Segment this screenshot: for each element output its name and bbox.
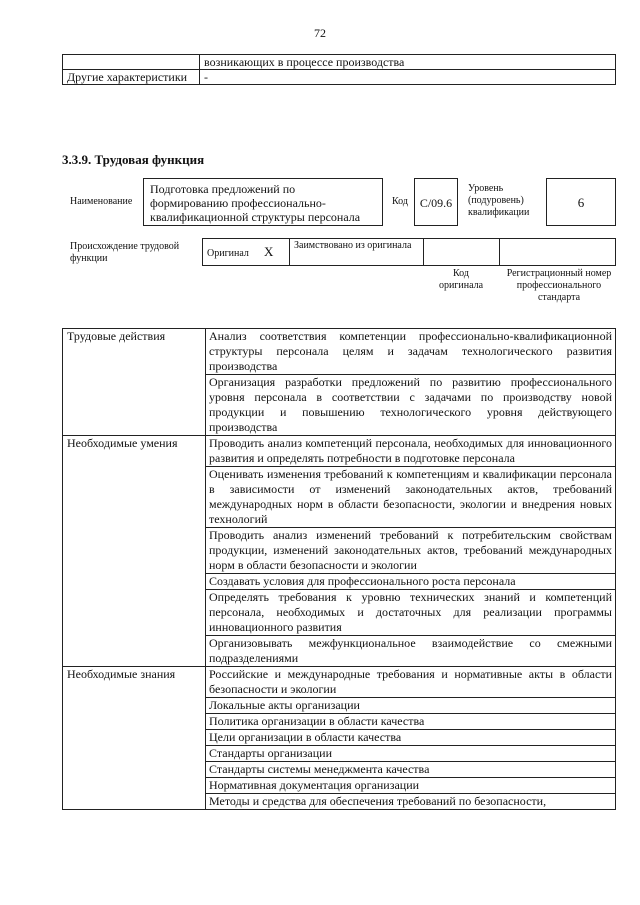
code-label: Код	[392, 196, 408, 207]
list-item: Проводить анализ изменений требований к потребительским свойствам продукции, изменений законодательных актов, требований международных норм в области безопасности и экологии	[206, 528, 615, 574]
row-label	[63, 55, 200, 70]
code-original-label: Код оригинала	[438, 268, 484, 291]
continuation-table	[62, 54, 616, 85]
list-item: Стандарты системы менеджмента качества	[206, 762, 615, 778]
list-item: Оценивать изменения требований к компетенциям и квалификации персонала в зависимости от изменений законодательных актов, требований международных норм в области безопасности, экологии и внедрения новых технологий	[206, 467, 615, 528]
list-item: Локальные акты организации	[206, 698, 615, 714]
list-item: Определять требования к уровню технических знаний и компетенций персонала, необходимых и достаточных для реализации программы инновационного развития	[206, 590, 615, 636]
row-label: Другие характеристики	[63, 70, 200, 85]
list-item: Организация разработки предложений по развитию профессионального уровня персонала в соответствии с задачами по производству новой продукции и повышению технологического уровня действующего производства	[209, 375, 612, 434]
list-item: Российские и международные требования и нормативные акты в области безопасности и экологии	[206, 667, 615, 698]
section-title: Необходимые умения	[63, 436, 206, 667]
code-original-cell	[423, 238, 500, 266]
original-mark: X	[264, 244, 274, 259]
list-item: Проводить анализ компетенций персонала, необходимых для инновационного развития и определять потребности в подготовке персонала	[206, 436, 615, 467]
qualification-level: 6	[546, 178, 616, 226]
section-title: Трудовые действия	[63, 329, 206, 436]
list-item: Цели организации в области качества	[206, 730, 615, 746]
original-label: Оригинал	[207, 248, 249, 259]
table-row	[63, 667, 616, 810]
reg-number-cell	[499, 238, 616, 266]
table-row	[63, 436, 616, 667]
table-row	[63, 55, 616, 70]
list-item: Политика организации в области качества	[206, 714, 615, 730]
list-item: Создавать условия для профессионального роста персонала	[206, 574, 615, 590]
function-details-table	[62, 328, 616, 810]
list-item: Анализ соответствия компетенции профессионально-квалификационной структуры персонала целям и задачам технологического развития производства	[206, 329, 615, 375]
list-item: Организовывать межфункциональное взаимодействие со смежными подразделениями	[209, 636, 612, 665]
level-label: Уровень (подуровень) квалификации	[468, 183, 530, 218]
list-item: Стандарты организации	[206, 746, 615, 762]
list-item: Нормативная документация организации	[206, 778, 615, 794]
function-name: Подготовка предложений по формированию профессионально-квалификационной структуры персонала	[143, 178, 383, 226]
borrowed-label: Заимствовано из оригинала	[294, 240, 412, 251]
section-title: Необходимые знания	[63, 667, 206, 810]
list-item: Методы и средства для обеспечения требований по безопасности,	[209, 794, 547, 808]
function-code: С/09.6	[414, 178, 458, 226]
table-row	[63, 70, 616, 85]
origin-label: Происхождение трудовой функции	[70, 241, 180, 264]
page-number: 72	[314, 26, 326, 40]
row-value: -	[200, 70, 616, 85]
reg-number-label: Регистрационный номер профессионального стандарта	[506, 268, 612, 303]
name-label: Наименование	[70, 196, 133, 207]
section-heading: 3.3.9. Трудовая функция	[62, 152, 205, 167]
table-row	[63, 329, 616, 436]
row-value: возникающих в процессе производства	[200, 55, 616, 70]
